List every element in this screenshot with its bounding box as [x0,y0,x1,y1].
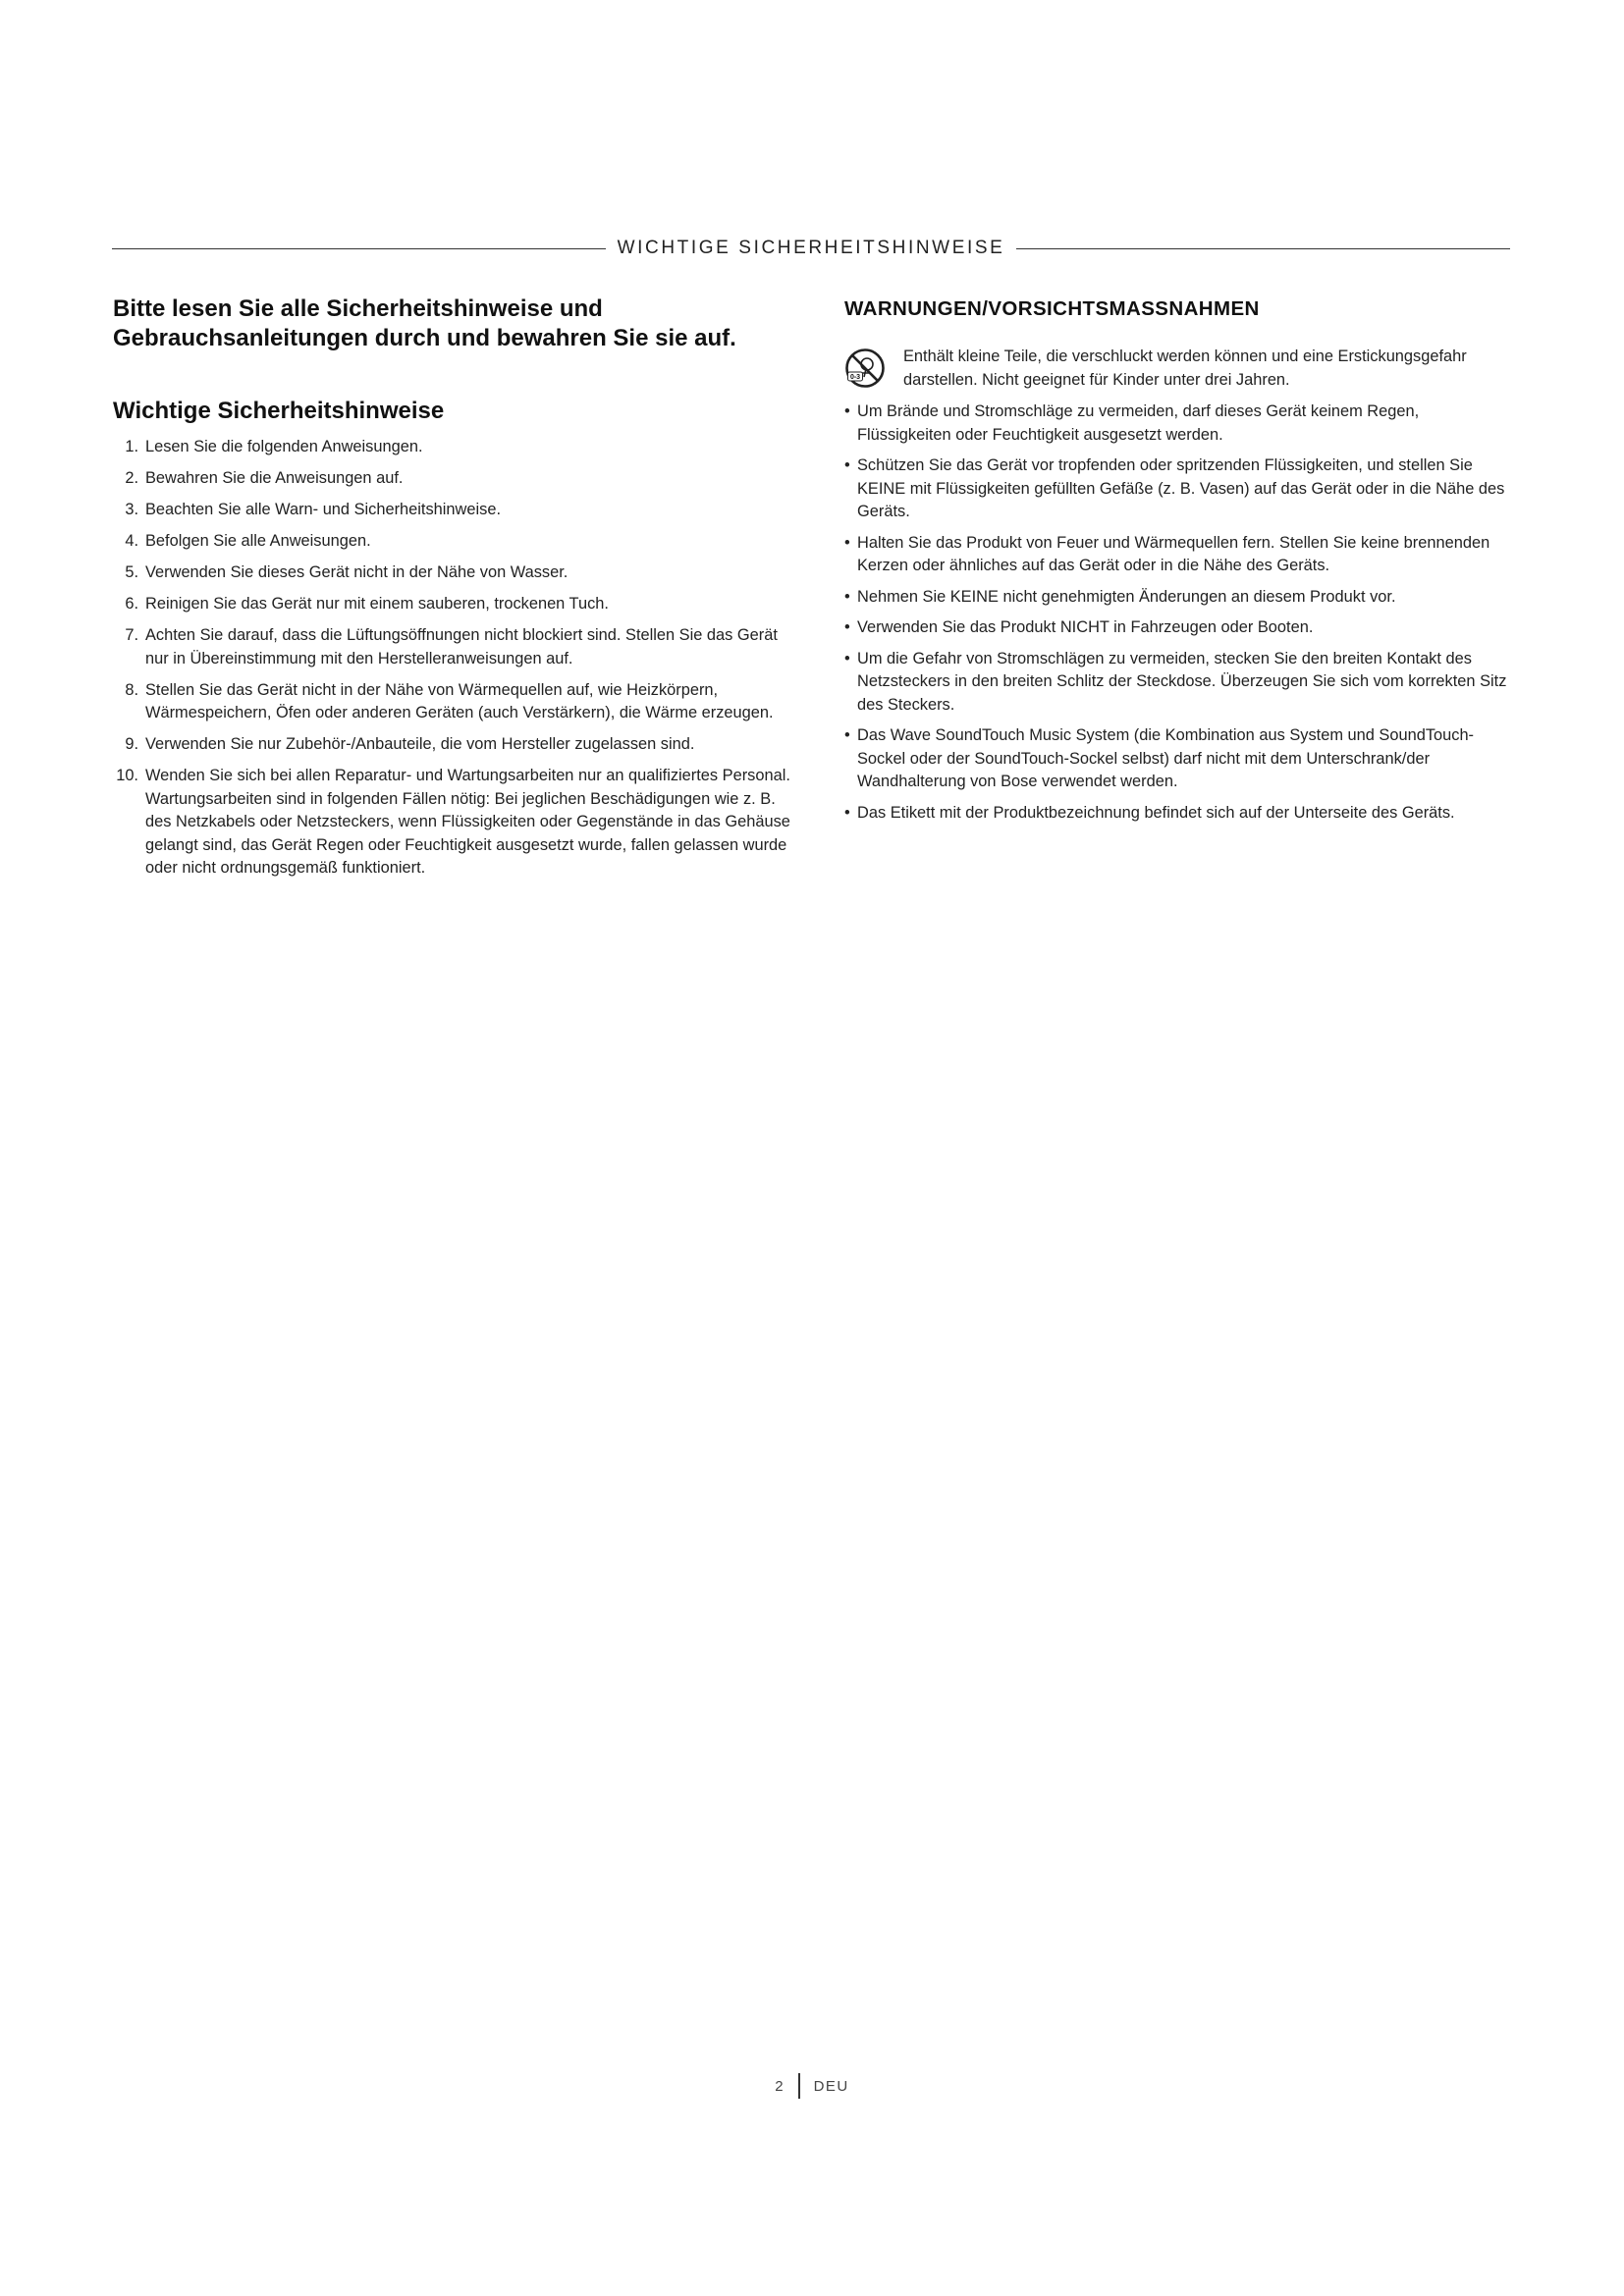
warnings-heading: WARNUNGEN/VORSICHTSMASSNAHMEN [844,297,1260,320]
list-item [113,765,790,881]
list-item [113,624,790,670]
section-title: WICHTIGE SICHERHEITSHINWEISE [617,238,1005,258]
item-text: Verwenden Sie dieses Gerät nicht in der Nähe von Wasser. [145,563,568,581]
header-rule-right [1016,248,1510,249]
item-number: 2. [125,469,138,487]
item-number: 6. [125,595,138,613]
section-header [112,237,1510,260]
list-item [844,532,1512,578]
age-label: 0-3 [849,374,861,381]
list-item [844,648,1512,718]
list-item [113,467,790,491]
list-item [844,454,1512,524]
item-number: 7. [125,626,138,644]
item-text: Verwenden Sie das Produkt NICHT in Fahrzeugen oder Booten. [857,618,1314,636]
item-text: Bewahren Sie die Anweisungen auf. [145,469,404,487]
list-item [113,436,790,459]
item-number: 10. [116,767,138,784]
page-number: 2 [775,2077,785,2095]
bullet-icon: • [844,649,850,667]
instructions-list [113,436,790,881]
list-item [844,724,1512,794]
list-item [844,586,1512,610]
item-text: Verwenden Sie nur Zubehör-/Anbauteile, die vom Hersteller zugelassen sind. [145,735,695,753]
item-text: Lesen Sie die folgenden Anweisungen. [145,438,423,455]
list-item [844,400,1512,447]
list-item [113,593,790,616]
item-number: 8. [125,680,138,699]
list-item [113,530,790,554]
item-text: Achten Sie darauf, dass die Lüftungsöffnungen nicht blockiert sind. Stellen Sie das Gerät nur in Übereinstimmung mit den Herstelleranweisungen auf. [145,626,778,667]
instructions-heading: Wichtige Sicherheitshinweise [113,398,445,424]
item-text: Befolgen Sie alle Anweisungen. [145,532,371,550]
item-text: Reinigen Sie das Gerät nur mit einem sauberen, trockenen Tuch. [145,595,609,613]
item-text: Halten Sie das Produkt von Feuer und Wärmequellen fern. Stellen Sie keine brennenden Kerzen oder ähnliches auf das Gerät oder in die Nähe des Geräts. [857,533,1490,574]
header-rule-left [112,248,606,249]
left-column [113,294,790,888]
item-number: 1. [125,438,138,455]
bullet-icon: • [844,803,850,822]
item-number: 4. [125,532,138,550]
list-item [844,616,1512,640]
bullet-icon: • [844,618,850,636]
choking-hazard-notice [844,346,1512,392]
item-number: 9. [125,735,138,753]
page-footer [0,2073,1624,2099]
bullet-icon: • [844,726,850,744]
item-text: Das Etikett mit der Produktbezeichnung befindet sich auf der Unterseite des Geräts. [857,803,1455,822]
list-item [113,499,790,522]
list-item [113,733,790,757]
item-text: Um Brände und Stromschläge zu vermeiden, darf dieses Gerät keinem Regen, Flüssigkeiten oder Feuchtigkeit ausgesetzt werden. [857,402,1420,444]
footer-separator [798,2073,800,2099]
bullet-icon: • [844,402,850,420]
item-number: 3. [125,501,138,518]
item-text: Das Wave SoundTouch Music System (die Kombination aus System und SoundTouch-Sockel oder der SoundTouch-Sockel selbst) darf nicht mit dem Unterschrank/der Wandhalterung von Bose verwendet werden. [857,726,1475,790]
language-code: DEU [813,2077,849,2095]
item-text: Stellen Sie das Gerät nicht in der Nähe von Wärmequellen auf, wie Heizkörpern, Wärmespeichern, Öfen oder anderen Geräten (auch Verstärkern), die Wärme erzeugen. [145,680,774,721]
choking-hazard-text: Enthält kleine Teile, die verschluckt werden können und eine Erstickungsgefahr darstellen. Nicht geeignet für Kinder unter drei Jahren. [903,347,1467,389]
right-column [844,294,1512,832]
lead-heading: Bitte lesen Sie alle Sicherheitshinweise und Gebrauchsanleitungen durch und bewahren Sie sie auf. [113,295,736,351]
no-small-parts-icon [844,347,886,389]
item-text: Wenden Sie sich bei allen Reparatur- und Wartungsarbeiten nur an qualifiziertes Personal. Wartungsarbeiten sind in folgenden Fällen nötig: Bei jeglichen Beschädigungen wie z. B. des Netzkabels oder Netzsteckers, wenn Flüssigkeiten oder Gegenstände in das Gehäuse gelangt sind, das Gerät Regen oder Feuchtigkeit ausgesetzt wurde, fallen gelassen wurde oder nicht ordnungsgemäß funktioniert. [145,767,790,877]
list-item [113,561,790,585]
item-number: 5. [125,563,138,581]
bullet-icon: • [844,533,850,552]
bullet-icon: • [844,587,850,606]
bullet-icon: • [844,456,850,474]
item-text: Beachten Sie alle Warn- und Sicherheitshinweise. [145,501,502,518]
warnings-list [844,400,1512,825]
item-text: Nehmen Sie KEINE nicht genehmigten Änderungen an diesem Produkt vor. [857,587,1396,606]
list-item [844,802,1512,826]
item-text: Um die Gefahr von Stromschlägen zu vermeiden, stecken Sie den breiten Kontakt des Netzsteckers in den breiten Schlitz der Steckdose. Überzeugen Sie sich vom korrekten Sitz des Steckers. [857,649,1507,714]
item-text: Schützen Sie das Gerät vor tropfenden oder spritzenden Flüssigkeiten, und stellen Sie KEINE mit Flüssigkeiten gefüllten Gefäße (z. B. Vasen) auf das Gerät oder in die Nähe des Geräts. [857,456,1505,520]
list-item [113,679,790,725]
